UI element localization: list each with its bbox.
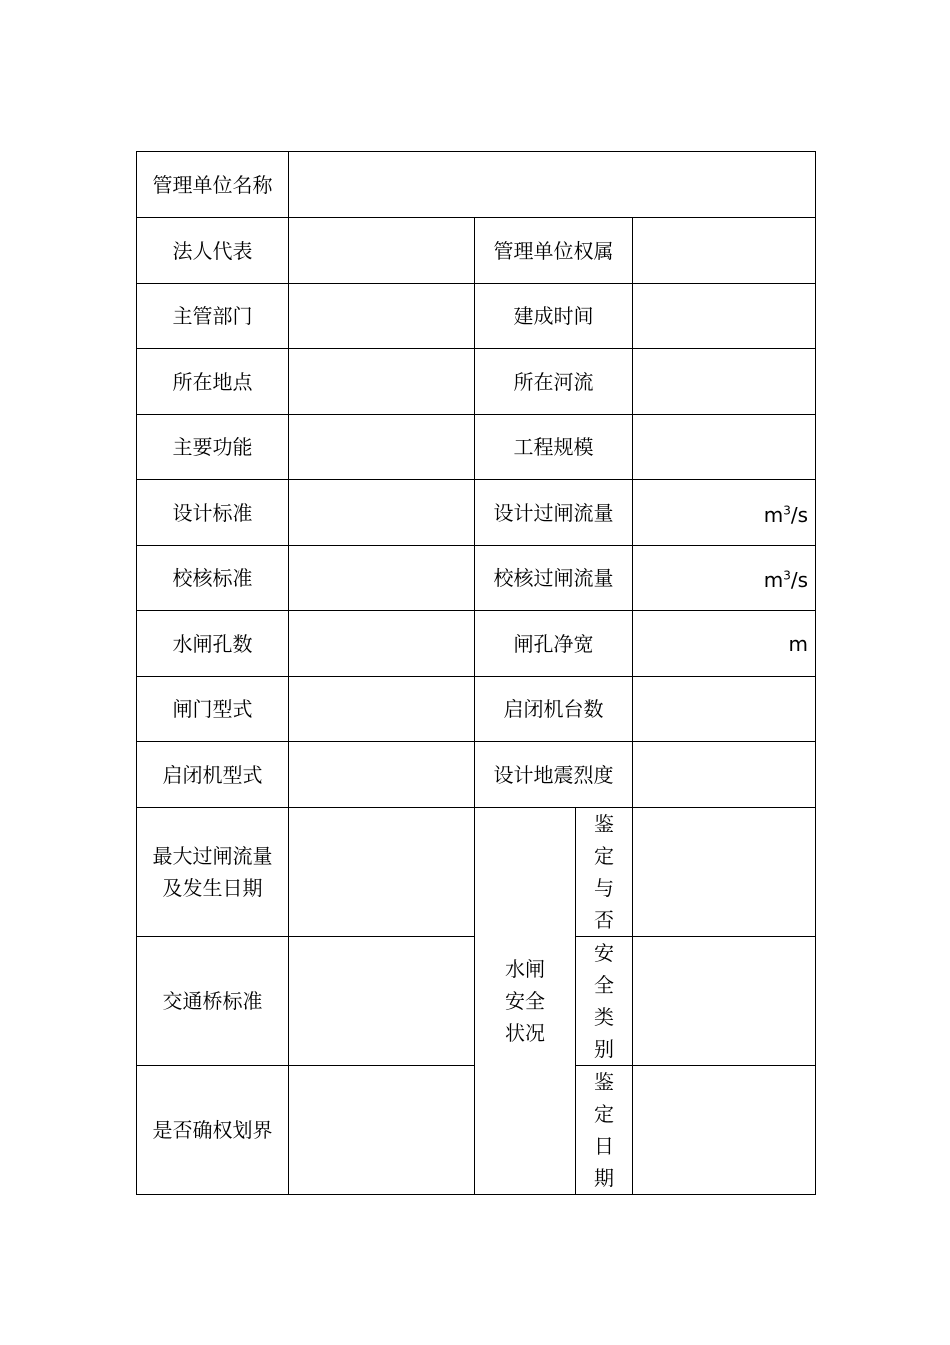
safety-class-value[interactable] xyxy=(633,937,816,1066)
form-row xyxy=(137,349,816,415)
sluice-holes-label: 水闸孔数 xyxy=(137,611,289,677)
form-row xyxy=(137,218,816,284)
location-label: 所在地点 xyxy=(137,349,289,415)
location-value[interactable] xyxy=(289,349,475,415)
max-flow-label-line2: 及发生日期 xyxy=(162,876,263,900)
check-flow-value[interactable] xyxy=(633,546,816,611)
max-flow-value[interactable] xyxy=(289,808,475,937)
hoist-count-value[interactable] xyxy=(633,677,816,742)
appraisal-label-cell xyxy=(576,808,633,937)
scale-value[interactable] xyxy=(633,415,816,480)
safety-class-label: 安全类别 xyxy=(594,941,614,1061)
form-row xyxy=(137,284,816,349)
check-standard-label: 校核标准 xyxy=(137,546,289,611)
seismic-label: 设计地震烈度 xyxy=(475,742,633,808)
design-flow-label: 设计过闸流量 xyxy=(475,480,633,546)
form-row xyxy=(137,611,816,677)
sluice-info-form xyxy=(136,151,816,1195)
max-flow-label xyxy=(137,808,289,937)
unit-name-label: 管理单位名称 xyxy=(137,152,289,218)
form-row xyxy=(137,415,816,480)
traffic-bridge-label: 交通桥标准 xyxy=(137,937,289,1066)
form-row xyxy=(137,677,816,742)
river-value[interactable] xyxy=(633,349,816,415)
design-standard-value[interactable] xyxy=(289,480,475,546)
safety-status-group xyxy=(475,808,576,1195)
seismic-value[interactable] xyxy=(633,742,816,808)
unit-text: $m^3/s$ xyxy=(763,568,808,593)
unit-name-value[interactable] xyxy=(289,152,816,218)
ownership-label: 管理单位权属 xyxy=(475,218,633,284)
ownership-value[interactable] xyxy=(633,218,816,284)
legal-rep-label: 法人代表 xyxy=(137,218,289,284)
form-row xyxy=(137,546,816,611)
function-value[interactable] xyxy=(289,415,475,480)
unit-text: m xyxy=(788,631,808,656)
check-flow-label: 校核过闸流量 xyxy=(475,546,633,611)
appraisal-value[interactable] xyxy=(633,808,816,937)
form-row xyxy=(137,742,816,808)
sluice-holes-value[interactable] xyxy=(289,611,475,677)
design-flow-value[interactable] xyxy=(633,480,816,546)
safety-class-label-cell xyxy=(576,937,633,1066)
scale-label: 工程规模 xyxy=(475,415,633,480)
form-row xyxy=(137,808,816,937)
river-label: 所在河流 xyxy=(475,349,633,415)
unit-text: $m^3/s$ xyxy=(763,502,808,527)
design-standard-label: 设计标准 xyxy=(137,480,289,546)
legal-rep-value[interactable] xyxy=(289,218,475,284)
net-width-value[interactable] xyxy=(633,611,816,677)
appraisal-date-label-cell xyxy=(576,1066,633,1195)
check-standard-value[interactable] xyxy=(289,546,475,611)
land-label: 是否确权划界 xyxy=(137,1066,289,1195)
appraisal-label: 鉴定与否 xyxy=(594,812,614,932)
build-time-value[interactable] xyxy=(633,284,816,349)
function-label: 主要功能 xyxy=(137,415,289,480)
net-width-label: 闸孔净宽 xyxy=(475,611,633,677)
hoist-type-label: 启闭机型式 xyxy=(137,742,289,808)
gate-type-value[interactable] xyxy=(289,677,475,742)
appraisal-date-label: 鉴定日期 xyxy=(594,1070,614,1190)
authority-value[interactable] xyxy=(289,284,475,349)
land-value[interactable] xyxy=(289,1066,475,1195)
form-row-unit-name xyxy=(137,152,816,218)
gate-type-label: 闸门型式 xyxy=(137,677,289,742)
traffic-bridge-value[interactable] xyxy=(289,937,475,1066)
authority-label: 主管部门 xyxy=(137,284,289,349)
hoist-count-label: 启闭机台数 xyxy=(475,677,633,742)
max-flow-label-line1: 最大过闸流量 xyxy=(152,844,273,868)
form-row xyxy=(137,480,816,546)
build-time-label: 建成时间 xyxy=(475,284,633,349)
appraisal-date-value[interactable] xyxy=(633,1066,816,1195)
safety-status-label: 水闸安全状况 xyxy=(505,957,545,1045)
hoist-type-value[interactable] xyxy=(289,742,475,808)
